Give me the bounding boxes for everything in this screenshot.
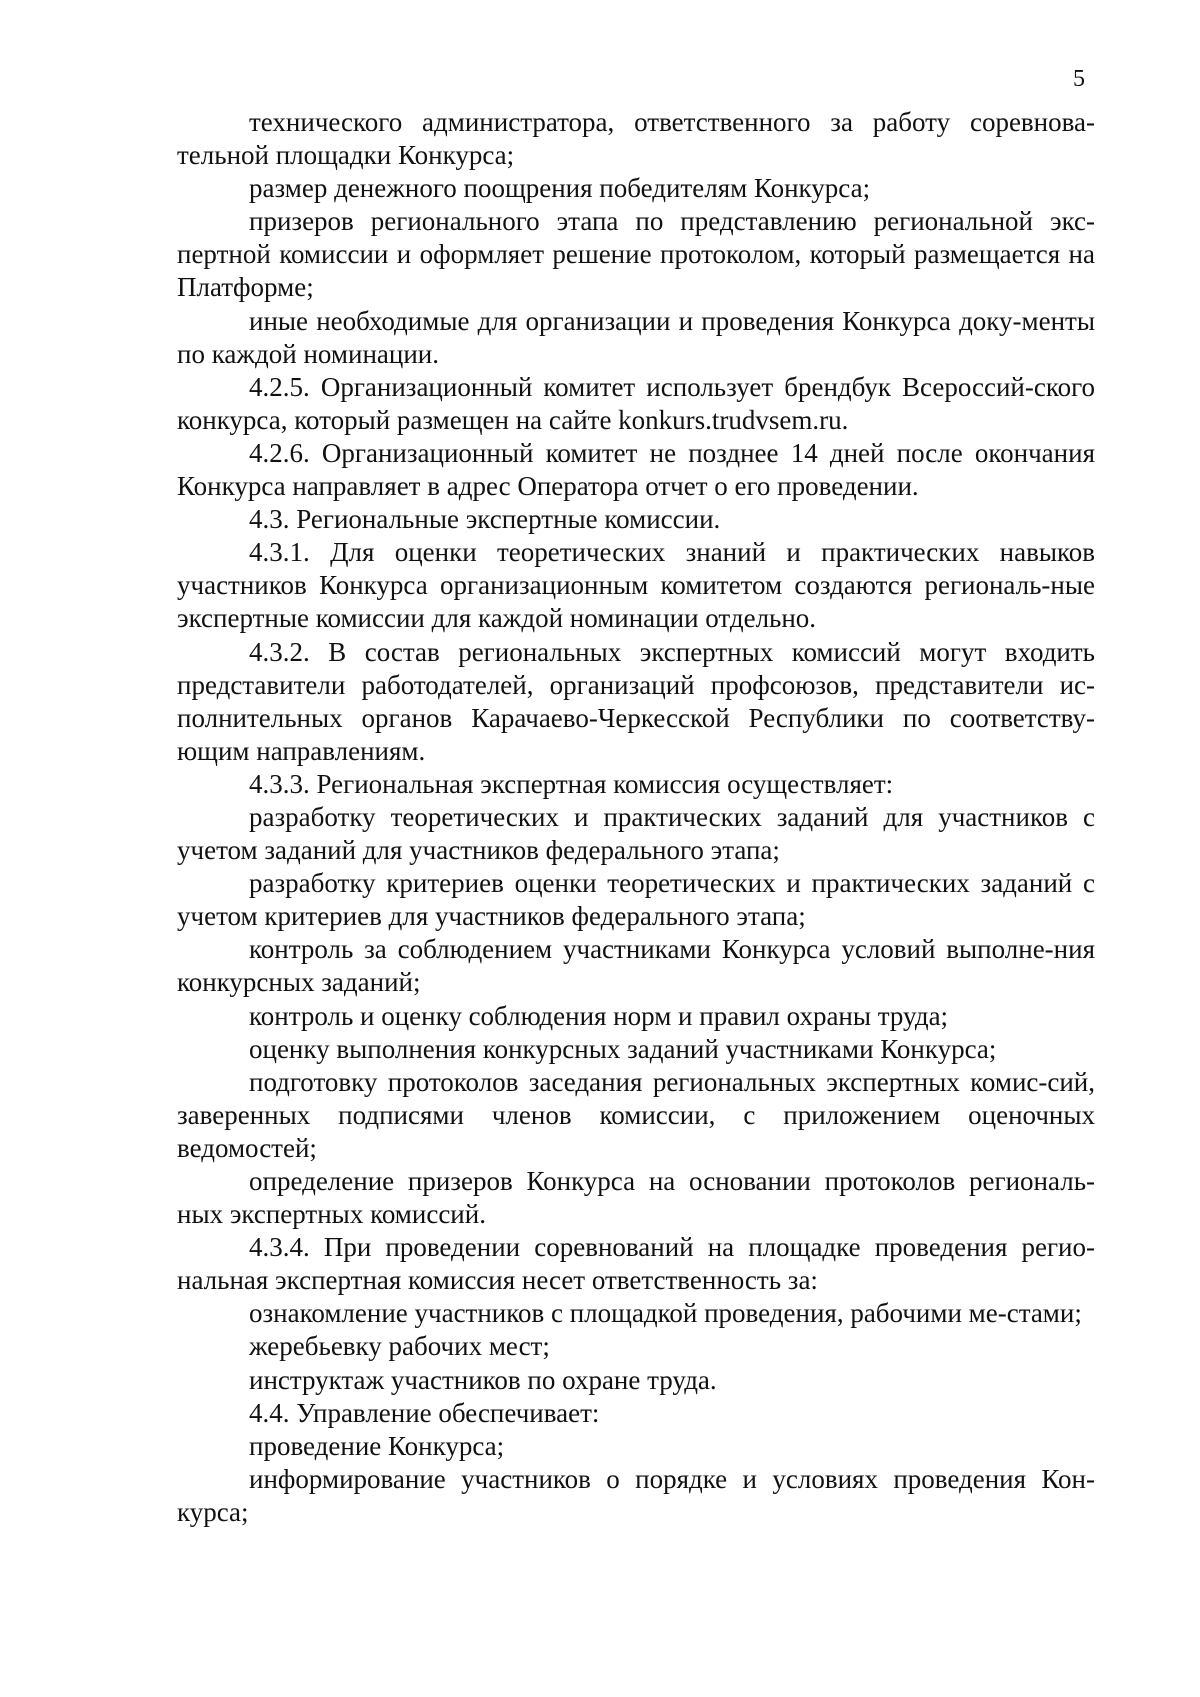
paragraph: подготовку протоколов заседания региональных экспертных комис-сий, заверенных подписями членов комиссии, с приложением оценочных ведомостей;	[177, 1066, 1095, 1163]
paragraph: 4.3.1. Для оценки теоретических знаний и практических навыков участников Конкурса организационным комитетом создаются региональ-ные экспертные комиссии для каждой номинации отдельно.	[177, 537, 1095, 634]
paragraph: технического администратора, ответственного за работу соревнова-тельной площадки Конкурса;	[177, 107, 1095, 171]
paragraph: 4.4. Управление обеспечивает:	[249, 1397, 600, 1428]
paragraph: информирование участников о порядке и условиях проведения Кон-курса;	[177, 1463, 1095, 1527]
page-number: 5	[1073, 66, 1085, 92]
paragraph: ознакомление участников с площадкой проведения, рабочими ме-стами;	[249, 1298, 1082, 1329]
paragraph: призеров регионального этапа по представлению региональной экс-пертной комиссии и оформляет решение протоколом, который размещается на Платформе;	[177, 206, 1095, 303]
paragraph: оценку выполнения конкурсных заданий участниками Конкурса;	[249, 1033, 997, 1064]
paragraph: жеребьевку рабочих мест;	[249, 1331, 550, 1362]
paragraph: разработку теоретических и практических заданий для участников с учетом заданий для участников федерального этапа;	[177, 801, 1095, 866]
paragraph: проведение Конкурса;	[249, 1430, 505, 1461]
paragraph: 4.2.6. Организационный комитет не позднее 14 дней после окончания Конкурса направляет в адрес Оператора отчет о его проведении.	[177, 437, 1095, 502]
paragraph: 4.3. Региональные экспертные комиссии.	[249, 504, 721, 535]
paragraph: 4.2.5. Организационный комитет использует брендбук Всероссий-ского конкурса, который размещен на сайте konkurs.trudvsem.ru.	[177, 371, 1095, 435]
paragraph: контроль и оценку соблюдения норм и правил охраны труда;	[249, 1000, 949, 1031]
paragraph: инструктаж участников по охране труда.	[249, 1364, 717, 1395]
paragraph: размер денежного поощрения победителям Конкурса;	[249, 173, 871, 204]
paragraph: 4.3.4. При проведении соревнований на площадке проведения регио-нальная экспертная комиссия несет ответственность за:	[177, 1232, 1095, 1296]
paragraph: определение призеров Конкурса на основании протоколов региональ-ных экспертных комиссий.	[177, 1166, 1095, 1230]
paragraph: 4.3.3. Региональная экспертная комиссия осуществляет:	[249, 768, 894, 799]
paragraph: контроль за соблюдением участниками Конкурса условий выполне-ния конкурсных заданий;	[177, 934, 1095, 998]
paragraph: разработку критериев оценки теоретических и практических заданий с учетом критериев для участников федерального этапа;	[177, 868, 1095, 932]
paragraph: иные необходимые для организации и проведения Конкурса доку-менты по каждой номинации.	[177, 305, 1095, 369]
paragraph: 4.3.2. В состав региональных экспертных комиссий могут входить представители работодателей, организаций профсоюзов, представители ис-полнительных органов Карачаево-Черкесской Республики по соответству-ющим направлениям.	[177, 636, 1095, 766]
document-body	[177, 106, 1095, 1529]
